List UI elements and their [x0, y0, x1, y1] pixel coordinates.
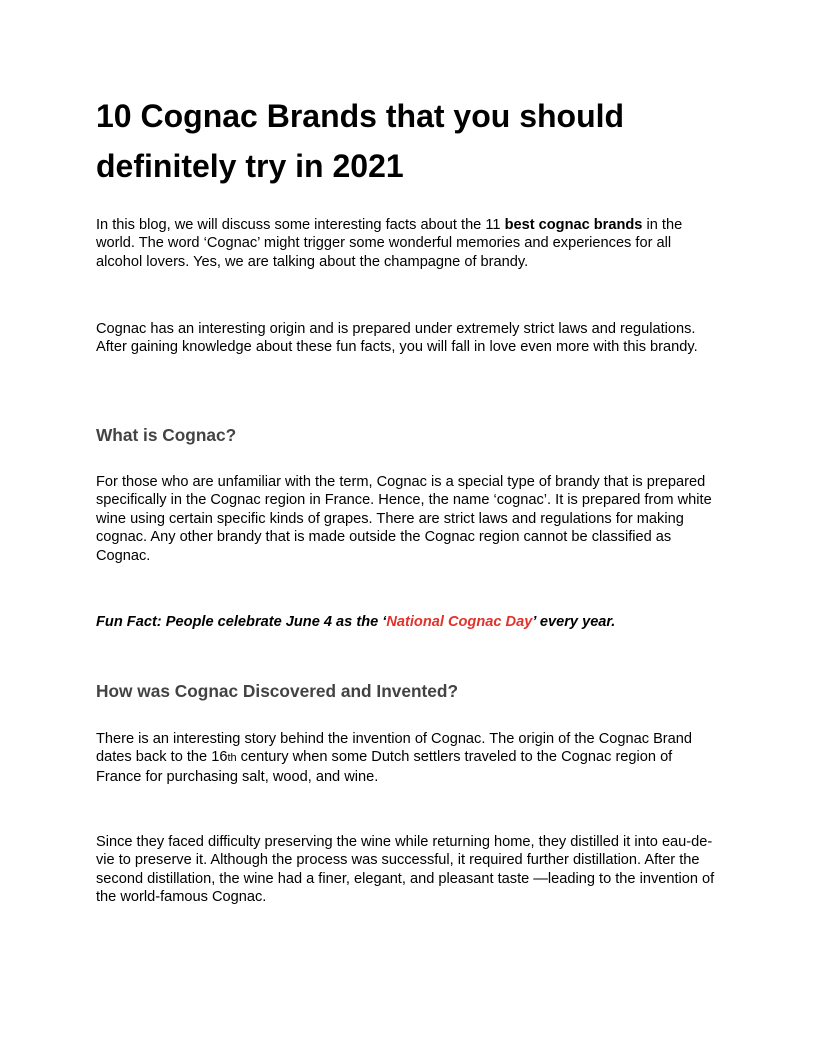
page-title: 10 Cognac Brands that you should definitely try in 2021 [96, 98, 625, 184]
intro-paragraph [96, 216, 720, 271]
intro-bold-text: best cognac brands [504, 217, 643, 233]
fun-fact-text-start: Fun Fact: People celebrate June 4 as the ‘ [96, 614, 387, 630]
section-heading-what-is-cognac: What is Cognac? [96, 425, 237, 445]
discovery-paragraph-1 [96, 730, 720, 786]
discovery-paragraph-2: Since they faced difficulty preserving the wine while returning home, they distilled it into eau-de-vie to preserve it. Although the process was successful, it required further distillation. After the second distillation, the wine had a finer, elegant, and pleasant taste —leading to the invention of the world-famous Cognac. [96, 834, 715, 906]
discovery-text-end: century when some Dutch settlers traveled to the Cognac region of France for purchasing salt, wood, and wine. [96, 749, 673, 785]
fun-fact-text-end: ’ every year. [532, 614, 616, 630]
discovery-text-start: There is an interesting story behind the invention of Cognac. The origin of the Cognac Brand dates back to the 16 [96, 731, 693, 766]
fun-fact-line [96, 613, 720, 631]
ordinal-suffix: th [227, 752, 237, 765]
national-cognac-day-link[interactable]: National Cognac Day [386, 614, 533, 630]
section-heading-discovery: How was Cognac Discovered and Invented? [96, 681, 459, 701]
what-is-cognac-paragraph: For those who are unfamiliar with the term, Cognac is a special type of brandy that is prepared specifically in the Cognac region in France. Hence, the name ‘cognac’. It is prepared from white wine using certain specific kinds of grapes. There are strict laws and regulations for making cognac. Any other brandy that is made outside the Cognac region cannot be classified as Cognac. [96, 474, 712, 564]
intro-text-start: In this blog, we will discuss some interesting facts about the 11 [96, 217, 505, 233]
intro-text-end: in the world. The word ‘Cognac’ might trigger some wonderful memories and experiences for all alcohol lovers. Yes, we are talking about the champagne of brandy. [96, 217, 683, 270]
origin-paragraph: Cognac has an interesting origin and is prepared under extremely strict laws and regulations. After gaining knowledge about these fun facts, you will fall in love even more with this brandy. [96, 321, 698, 356]
